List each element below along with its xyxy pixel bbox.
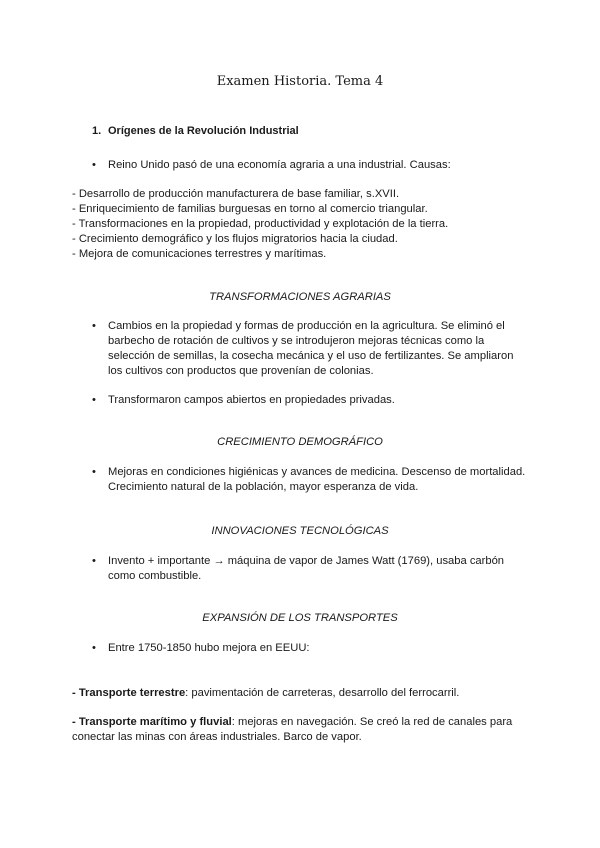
transportes-bullet: • Entre 1750-1850 hubo mejora en EEUU: [108, 641, 528, 656]
cause-line: - Transformaciones en la propiedad, productividad y explotación de la tierra. [72, 218, 449, 230]
cause-line: - Crecimiento demográfico y los flujos migratorios hacia la ciudad. [72, 233, 398, 245]
cause-line: - Enriquecimiento de familias burguesas en torno al comercio triangular. [72, 203, 428, 215]
transporte-terrestre-label: Transporte terrestre [78, 687, 186, 699]
dash-prefix: - [72, 716, 79, 728]
section-heading-transportes: EXPANSIÓN DE LOS TRANSPORTES [202, 612, 398, 624]
section-heading-origenes [92, 125, 299, 137]
dash-prefix: - [72, 687, 79, 699]
transporte-terrestre-text: : pavimentación de carreteras, desarrollo del ferrocarril. [185, 687, 460, 699]
intro-bullet: • Reino Unido pasó de una economía agraria a una industrial. Causas: [108, 158, 528, 173]
section-heading-agrarias: TRANSFORMACIONES AGRARIAS [209, 291, 391, 303]
transporte-maritimo-text: : mejoras en navegación. Se creó la red de canales para conectar las minas con áreas industriales. Barco de vapor. [72, 716, 513, 743]
agrarias-bullet: • Cambios en la propiedad y formas de producción en la agricultura. Se eliminó el barbecho de rotación de cultivos y se introdujeron mejoras técnicas como la selección de semillas, la cosecha mecánica y el uso de fertilizantes. Se ampliaron los cultivos con productos que provenían de colonias. [108, 319, 528, 379]
transporte-terrestre-paragraph [72, 686, 532, 701]
document-title: Examen Historia. Tema 4 [216, 74, 384, 89]
section-heading-demografico: CRECIMIENTO DEMOGRÁFICO [217, 436, 383, 448]
section-number: 1. [92, 125, 102, 137]
transporte-maritimo-label: Transporte marítimo y fluvial [78, 716, 232, 728]
demografico-bullet: • Mejoras en condiciones higiénicas y avances de medicina. Descenso de mortalidad. Crecimiento natural de la población, mayor esperanza de vida. [108, 465, 528, 495]
transporte-maritimo-paragraph [72, 715, 532, 745]
cause-line: - Desarrollo de producción manufacturera de base familiar, s.XVII. [72, 188, 400, 200]
cause-line: - Mejora de comunicaciones terrestres y marítimas. [72, 248, 327, 260]
section-heading-tecnologicas: INNOVACIONES TECNOLÓGICAS [211, 525, 389, 537]
tecnologicas-bullet: • Invento + importante → máquina de vapor de James Watt (1769), usaba carbón como combustible. [108, 554, 528, 584]
agrarias-bullet: • Transformaron campos abiertos en propiedades privadas. [108, 393, 528, 408]
section-heading-text: Orígenes de la Revolución Industrial [108, 125, 299, 137]
